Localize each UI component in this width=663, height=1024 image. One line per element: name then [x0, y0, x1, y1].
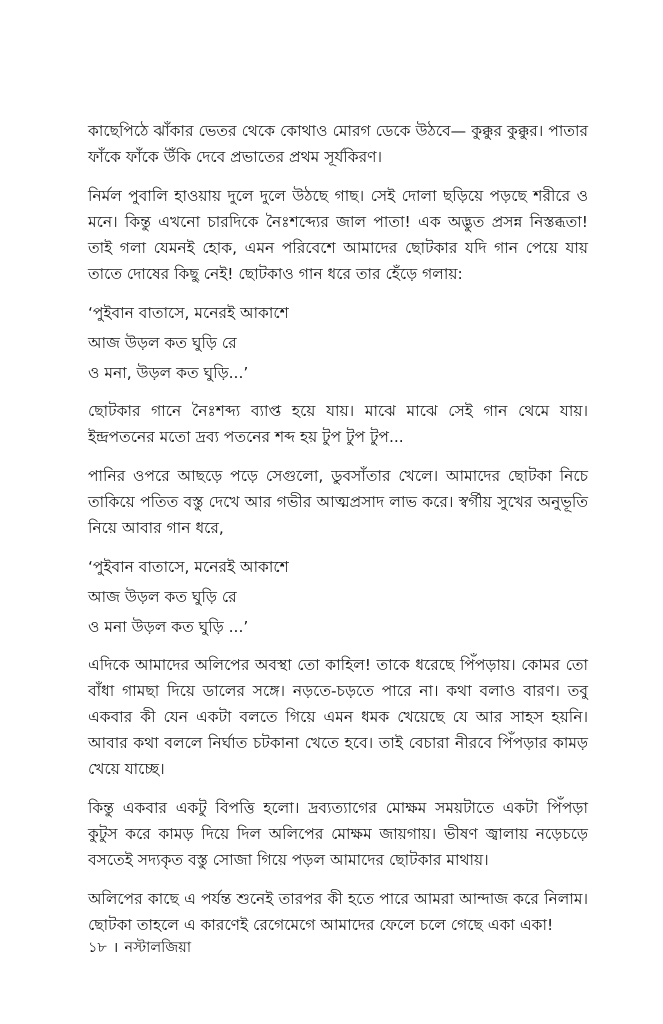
paragraph: অলিপের কাছে এ পর্যন্ত শুনেই তারপর কী হতে পারে আমরা আন্দাজ করে নিলাম। ছোটকা তাহলে এ কারণেই রেগেমেগে আমাদের ফেলে চলে গেছে একা একা! — [88, 890, 588, 934]
paragraph: ছোটকার গানে নৈঃশব্দ্য ব্যাপ্ত হয়ে যায়। মাঝে মাঝে সেই গান থেমে যায়। ইন্দ্রপতনের মতো দ্রব্য পতনের শব্দ হয় টুপ টুপ টুপ... — [88, 402, 588, 446]
paragraph: নির্মল পুবালি হাওয়ায় দুলে দুলে উঠছে গাছ। সেই দোলা ছড়িয়ে পড়ছে শরীরে ও মনে। কিন্তু এখনো চারদিকে নৈঃশব্দ্যের জাল পাতা! এক অদ্ভুত প্রসন্ন নিস্তব্ধতা! তাই গলা যেমনই হোক, এমন পরিবেশে আমাদের ছোটকার যদি গান পেয়ে যায় তাতে দোষের কিছু নেই! ছোটকাও গান ধরে তার হেঁড়ে গলায়: — [88, 187, 588, 283]
song-verse — [88, 300, 588, 386]
footer-separator: । — [112, 940, 119, 956]
song-line: আজ উড়ল কত ঘুড়ি রে — [88, 588, 237, 606]
song-line: ‘পুইবান বাতাসে, মনেরই আকাশে — [88, 304, 289, 322]
song-line: ও মনা, উড়ল কত ঘুড়ি...’ — [88, 364, 249, 382]
page-number: ১৮ — [88, 940, 107, 956]
song-line: আজ উড়ল কত ঘুড়ি রে — [88, 334, 237, 352]
song-line: ও মনা উড়ল কত ঘুড়ি ...’ — [88, 618, 249, 636]
paragraph: এদিকে আমাদের অলিপের অবস্থা তো কাহিল! তাকে ধরেছে পিঁপড়ায়। কোমর তো বাঁধা গামছা দিয়ে ডালের সঙ্গে। নড়তে-চড়তে পারে না। কথা বলাও বারণ। তবু একবার কী যেন একটা বলতে গিয়ে এমন ধমক খেয়েছে যে আর সাহস হয়নি। আবার কথা বললে নির্ঘাত চটকানা খেতে হবে। তাই বেচারা নীরবে পিঁপড়ার কামড় খেয়ে যাচ্ছে। — [88, 656, 588, 778]
book-title: নস্টালজিয়া — [124, 940, 192, 956]
page-footer — [88, 938, 191, 958]
song-line: ‘পুইবান বাতাসে, মনেরই আকাশে — [88, 558, 289, 576]
paragraph: কিন্তু একবার একটু বিপত্তি হলো। দ্রব্যত্যাগের মোক্ষম সময়টাতে একটা পিঁপড়া কুটুস করে কামড় দিয়ে দিল অলিপের মোক্ষম জায়গায়। ভীষণ জ্বালায় নড়েচড়ে বসতেই সদ্যকৃত বস্তু সোজা গিয়ে পড়ল আমাদের ছোটকার মাথায়। — [88, 799, 588, 869]
page-body — [88, 118, 588, 951]
song-verse — [88, 554, 588, 640]
paragraph: কাছেপিঠে ঝাঁকার ভেতর থেকে কোথাও মোরগ ডেকে উঠবে— কুক্কুর কুক্কুর। পাতার ফাঁকে ফাঁকে উঁকি দেবে প্রভাতের প্রথম সূর্যকিরণ। — [88, 122, 588, 166]
paragraph: পানির ওপরে আছড়ে পড়ে সেগুলো, ডুবসাঁতার খেলে। আমাদের ছোটকা নিচে তাকিয়ে পতিত বস্তু দেখে আর গভীর আত্মপ্রসাদ লাভ করে। স্বর্গীয় সুখের অনুভূতি নিয়ে আবার গান ধরে, — [88, 467, 588, 537]
